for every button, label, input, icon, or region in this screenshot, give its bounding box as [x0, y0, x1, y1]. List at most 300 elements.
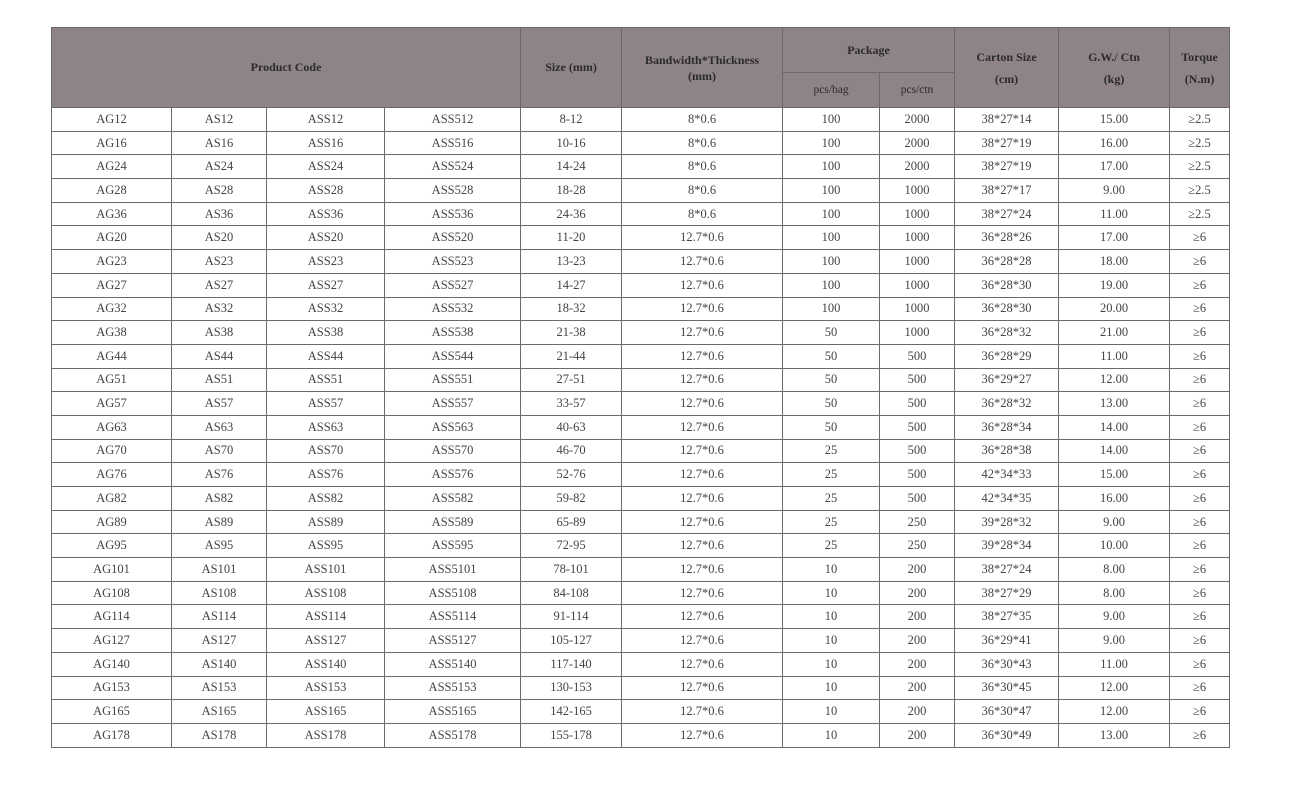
- cell-code-ass: ASS178: [267, 723, 385, 747]
- cell-code-ag: AG140: [52, 652, 172, 676]
- table-row: [52, 510, 1230, 534]
- cell-carton-size: 36*28*30: [955, 297, 1059, 321]
- cell-torque: ≥6: [1170, 510, 1230, 534]
- cell-pcs-bag: 50: [783, 344, 880, 368]
- cell-code-as: AS44: [172, 344, 267, 368]
- cell-gross-weight: 9.00: [1059, 629, 1170, 653]
- cell-carton-size: 36*28*29: [955, 344, 1059, 368]
- cell-carton-size: 38*27*24: [955, 202, 1059, 226]
- table-row: [52, 321, 1230, 345]
- cell-bandwidth: 12.7*0.6: [622, 226, 783, 250]
- cell-bandwidth: 12.7*0.6: [622, 487, 783, 511]
- cell-code-as: AS89: [172, 510, 267, 534]
- cell-carton-size: 36*29*41: [955, 629, 1059, 653]
- cell-code-ag: AG32: [52, 297, 172, 321]
- cell-size: 24-36: [521, 202, 622, 226]
- cell-code-ass: ASS76: [267, 463, 385, 487]
- cell-carton-size: 38*27*19: [955, 155, 1059, 179]
- cell-code-as: AS28: [172, 179, 267, 203]
- cell-pcs-bag: 25: [783, 534, 880, 558]
- cell-code-ag: AG27: [52, 273, 172, 297]
- cell-torque: ≥6: [1170, 226, 1230, 250]
- cell-carton-size: 36*28*32: [955, 321, 1059, 345]
- cell-pcs-ctn: 200: [880, 629, 955, 653]
- cell-code-ag: AG178: [52, 723, 172, 747]
- cell-torque: ≥6: [1170, 439, 1230, 463]
- cell-bandwidth: 12.7*0.6: [622, 250, 783, 274]
- cell-code-ass: ASS101: [267, 558, 385, 582]
- cell-code-ag: AG44: [52, 344, 172, 368]
- header-bandwidth-text: Bandwidth*Thickness (mm): [645, 52, 760, 83]
- cell-torque: ≥6: [1170, 605, 1230, 629]
- cell-code-as: AS76: [172, 463, 267, 487]
- cell-code-as: AS36: [172, 202, 267, 226]
- cell-torque: ≥6: [1170, 344, 1230, 368]
- header-gross-weight: [1059, 28, 1170, 108]
- header-torque-text: Torque (N.m): [1181, 49, 1218, 86]
- cell-torque: ≥2.5: [1170, 202, 1230, 226]
- cell-bandwidth: 12.7*0.6: [622, 605, 783, 629]
- cell-pcs-bag: 100: [783, 202, 880, 226]
- cell-code-ass: ASS36: [267, 202, 385, 226]
- cell-pcs-ctn: 500: [880, 439, 955, 463]
- cell-code-ass: ASS38: [267, 321, 385, 345]
- cell-size: 78-101: [521, 558, 622, 582]
- cell-code-as: AS82: [172, 487, 267, 511]
- cell-code-as: AS140: [172, 652, 267, 676]
- cell-pcs-ctn: 200: [880, 700, 955, 724]
- cell-pcs-bag: 10: [783, 700, 880, 724]
- cell-code-ass: ASS27: [267, 273, 385, 297]
- table-row: [52, 439, 1230, 463]
- cell-torque: ≥6: [1170, 392, 1230, 416]
- cell-code-ass: ASS127: [267, 629, 385, 653]
- cell-code-ass5: ASS516: [385, 131, 521, 155]
- cell-carton-size: 42*34*33: [955, 463, 1059, 487]
- cell-pcs-ctn: 1000: [880, 179, 955, 203]
- cell-code-ass5: ASS512: [385, 108, 521, 132]
- cell-carton-size: 36*28*26: [955, 226, 1059, 250]
- cell-pcs-ctn: 1000: [880, 226, 955, 250]
- cell-pcs-bag: 10: [783, 581, 880, 605]
- cell-size: 46-70: [521, 439, 622, 463]
- cell-gross-weight: 11.00: [1059, 344, 1170, 368]
- cell-code-as: AS114: [172, 605, 267, 629]
- cell-code-ass5: ASS523: [385, 250, 521, 274]
- cell-code-ass5: ASS557: [385, 392, 521, 416]
- cell-code-as: AS32: [172, 297, 267, 321]
- cell-bandwidth: 8*0.6: [622, 202, 783, 226]
- cell-torque: ≥6: [1170, 273, 1230, 297]
- cell-code-ag: AG114: [52, 605, 172, 629]
- cell-code-ag: AG101: [52, 558, 172, 582]
- header-gross-weight-text: G.W./ Ctn (kg): [1088, 49, 1140, 86]
- cell-pcs-bag: 10: [783, 676, 880, 700]
- cell-pcs-ctn: 500: [880, 415, 955, 439]
- header-pcs-bag: pcs/bag: [783, 73, 880, 108]
- cell-code-ass5: ASS524: [385, 155, 521, 179]
- cell-pcs-bag: 50: [783, 415, 880, 439]
- cell-carton-size: 38*27*29: [955, 581, 1059, 605]
- header-carton-size-text: Carton Size (cm): [976, 49, 1037, 86]
- cell-bandwidth: 12.7*0.6: [622, 652, 783, 676]
- cell-pcs-bag: 100: [783, 226, 880, 250]
- cell-bandwidth: 8*0.6: [622, 155, 783, 179]
- table-row: [52, 392, 1230, 416]
- cell-code-as: AS38: [172, 321, 267, 345]
- cell-code-ass5: ASS527: [385, 273, 521, 297]
- table-row: [52, 202, 1230, 226]
- cell-torque: ≥6: [1170, 487, 1230, 511]
- cell-gross-weight: 11.00: [1059, 652, 1170, 676]
- cell-carton-size: 39*28*34: [955, 534, 1059, 558]
- cell-carton-size: 38*27*17: [955, 179, 1059, 203]
- cell-gross-weight: 17.00: [1059, 226, 1170, 250]
- cell-torque: ≥6: [1170, 415, 1230, 439]
- cell-size: 10-16: [521, 131, 622, 155]
- cell-gross-weight: 13.00: [1059, 392, 1170, 416]
- cell-torque: ≥6: [1170, 534, 1230, 558]
- cell-code-ass5: ASS551: [385, 368, 521, 392]
- cell-code-ass: ASS70: [267, 439, 385, 463]
- cell-pcs-ctn: 500: [880, 392, 955, 416]
- cell-pcs-ctn: 500: [880, 368, 955, 392]
- cell-gross-weight: 9.00: [1059, 605, 1170, 629]
- cell-code-ag: AG12: [52, 108, 172, 132]
- cell-carton-size: 36*28*30: [955, 273, 1059, 297]
- cell-code-ass5: ASS589: [385, 510, 521, 534]
- table-row: [52, 344, 1230, 368]
- cell-code-as: AS95: [172, 534, 267, 558]
- cell-pcs-ctn: 200: [880, 605, 955, 629]
- cell-gross-weight: 17.00: [1059, 155, 1170, 179]
- table-row: [52, 558, 1230, 582]
- cell-gross-weight: 19.00: [1059, 273, 1170, 297]
- cell-carton-size: 38*27*14: [955, 108, 1059, 132]
- cell-code-ass: ASS23: [267, 250, 385, 274]
- cell-code-ass5: ASS5108: [385, 581, 521, 605]
- cell-pcs-bag: 50: [783, 368, 880, 392]
- cell-code-ass: ASS28: [267, 179, 385, 203]
- cell-bandwidth: 12.7*0.6: [622, 629, 783, 653]
- cell-gross-weight: 15.00: [1059, 463, 1170, 487]
- cell-code-ag: AG153: [52, 676, 172, 700]
- cell-pcs-bag: 25: [783, 510, 880, 534]
- cell-pcs-ctn: 1000: [880, 273, 955, 297]
- cell-pcs-bag: 25: [783, 439, 880, 463]
- cell-code-ass5: ASS532: [385, 297, 521, 321]
- cell-code-ass: ASS82: [267, 487, 385, 511]
- cell-torque: ≥6: [1170, 629, 1230, 653]
- cell-code-ass: ASS44: [267, 344, 385, 368]
- cell-bandwidth: 8*0.6: [622, 179, 783, 203]
- cell-code-as: AS51: [172, 368, 267, 392]
- cell-code-ag: AG23: [52, 250, 172, 274]
- cell-size: 40-63: [521, 415, 622, 439]
- cell-pcs-ctn: 2000: [880, 131, 955, 155]
- cell-code-as: AS23: [172, 250, 267, 274]
- cell-bandwidth: 12.7*0.6: [622, 392, 783, 416]
- spec-table: [51, 27, 1230, 748]
- cell-gross-weight: 8.00: [1059, 581, 1170, 605]
- cell-code-ag: AG24: [52, 155, 172, 179]
- cell-pcs-bag: 25: [783, 463, 880, 487]
- cell-code-ag: AG70: [52, 439, 172, 463]
- cell-bandwidth: 12.7*0.6: [622, 439, 783, 463]
- cell-bandwidth: 12.7*0.6: [622, 297, 783, 321]
- cell-gross-weight: 14.00: [1059, 439, 1170, 463]
- cell-size: 11-20: [521, 226, 622, 250]
- cell-code-ag: AG51: [52, 368, 172, 392]
- cell-carton-size: 36*30*43: [955, 652, 1059, 676]
- cell-pcs-ctn: 1000: [880, 202, 955, 226]
- cell-code-ass5: ASS5178: [385, 723, 521, 747]
- cell-pcs-ctn: 200: [880, 558, 955, 582]
- cell-carton-size: 38*27*19: [955, 131, 1059, 155]
- cell-torque: ≥6: [1170, 463, 1230, 487]
- cell-code-ass5: ASS536: [385, 202, 521, 226]
- cell-torque: ≥6: [1170, 321, 1230, 345]
- table-header: [52, 28, 1230, 108]
- cell-code-ass: ASS165: [267, 700, 385, 724]
- cell-size: 84-108: [521, 581, 622, 605]
- cell-size: 91-114: [521, 605, 622, 629]
- table-row: [52, 487, 1230, 511]
- cell-carton-size: 36*30*45: [955, 676, 1059, 700]
- cell-torque: ≥2.5: [1170, 179, 1230, 203]
- table-row: [52, 273, 1230, 297]
- cell-code-ass5: ASS5165: [385, 700, 521, 724]
- cell-code-ass: ASS95: [267, 534, 385, 558]
- table-row: [52, 226, 1230, 250]
- cell-gross-weight: 9.00: [1059, 179, 1170, 203]
- table-body: [52, 108, 1230, 748]
- cell-code-ass5: ASS563: [385, 415, 521, 439]
- cell-gross-weight: 13.00: [1059, 723, 1170, 747]
- cell-size: 117-140: [521, 652, 622, 676]
- cell-size: 18-32: [521, 297, 622, 321]
- cell-carton-size: 39*28*32: [955, 510, 1059, 534]
- cell-pcs-bag: 100: [783, 273, 880, 297]
- table-row: [52, 652, 1230, 676]
- cell-size: 18-28: [521, 179, 622, 203]
- cell-code-ass: ASS89: [267, 510, 385, 534]
- cell-pcs-bag: 50: [783, 392, 880, 416]
- cell-carton-size: 36*28*28: [955, 250, 1059, 274]
- cell-code-as: AS24: [172, 155, 267, 179]
- cell-code-ass: ASS51: [267, 368, 385, 392]
- cell-pcs-ctn: 2000: [880, 155, 955, 179]
- cell-gross-weight: 20.00: [1059, 297, 1170, 321]
- cell-code-ag: AG57: [52, 392, 172, 416]
- cell-bandwidth: 12.7*0.6: [622, 321, 783, 345]
- cell-code-as: AS70: [172, 439, 267, 463]
- header-product-code: Product Code: [52, 28, 521, 108]
- cell-bandwidth: 8*0.6: [622, 108, 783, 132]
- cell-code-ass5: ASS570: [385, 439, 521, 463]
- cell-code-ass5: ASS5127: [385, 629, 521, 653]
- table-row: [52, 415, 1230, 439]
- cell-code-ass: ASS114: [267, 605, 385, 629]
- cell-code-ass5: ASS520: [385, 226, 521, 250]
- cell-code-ass5: ASS5101: [385, 558, 521, 582]
- cell-pcs-ctn: 1000: [880, 321, 955, 345]
- cell-pcs-ctn: 200: [880, 652, 955, 676]
- cell-pcs-ctn: 200: [880, 581, 955, 605]
- cell-pcs-bag: 25: [783, 487, 880, 511]
- cell-gross-weight: 18.00: [1059, 250, 1170, 274]
- cell-gross-weight: 12.00: [1059, 700, 1170, 724]
- cell-pcs-ctn: 500: [880, 487, 955, 511]
- table-row: [52, 605, 1230, 629]
- cell-code-ass: ASS16: [267, 131, 385, 155]
- cell-carton-size: 36*30*47: [955, 700, 1059, 724]
- cell-pcs-bag: 100: [783, 155, 880, 179]
- cell-code-as: AS16: [172, 131, 267, 155]
- cell-code-as: AS178: [172, 723, 267, 747]
- cell-gross-weight: 11.00: [1059, 202, 1170, 226]
- cell-pcs-bag: 100: [783, 131, 880, 155]
- table-row: [52, 155, 1230, 179]
- cell-carton-size: 36*28*34: [955, 415, 1059, 439]
- cell-torque: ≥6: [1170, 368, 1230, 392]
- header-bandwidth: [622, 28, 783, 108]
- cell-bandwidth: 12.7*0.6: [622, 534, 783, 558]
- cell-code-ass5: ASS5140: [385, 652, 521, 676]
- cell-code-as: AS153: [172, 676, 267, 700]
- cell-size: 72-95: [521, 534, 622, 558]
- cell-code-ass5: ASS582: [385, 487, 521, 511]
- cell-gross-weight: 12.00: [1059, 368, 1170, 392]
- table-row: [52, 723, 1230, 747]
- cell-code-ass: ASS12: [267, 108, 385, 132]
- cell-carton-size: 36*29*27: [955, 368, 1059, 392]
- cell-pcs-bag: 50: [783, 321, 880, 345]
- header-package: Package: [783, 28, 955, 73]
- cell-pcs-bag: 100: [783, 108, 880, 132]
- cell-code-ass5: ASS538: [385, 321, 521, 345]
- cell-torque: ≥6: [1170, 723, 1230, 747]
- table-row: [52, 700, 1230, 724]
- cell-size: 142-165: [521, 700, 622, 724]
- header-pcs-ctn: pcs/ctn: [880, 73, 955, 108]
- cell-pcs-ctn: 2000: [880, 108, 955, 132]
- table-row: [52, 629, 1230, 653]
- cell-code-ass5: ASS528: [385, 179, 521, 203]
- cell-pcs-bag: 10: [783, 629, 880, 653]
- cell-gross-weight: 10.00: [1059, 534, 1170, 558]
- cell-pcs-ctn: 250: [880, 534, 955, 558]
- cell-pcs-bag: 10: [783, 558, 880, 582]
- cell-size: 21-38: [521, 321, 622, 345]
- cell-size: 8-12: [521, 108, 622, 132]
- cell-code-ass: ASS63: [267, 415, 385, 439]
- cell-pcs-ctn: 200: [880, 723, 955, 747]
- cell-bandwidth: 12.7*0.6: [622, 463, 783, 487]
- cell-bandwidth: 12.7*0.6: [622, 510, 783, 534]
- cell-code-ass5: ASS576: [385, 463, 521, 487]
- cell-gross-weight: 9.00: [1059, 510, 1170, 534]
- cell-code-ass: ASS153: [267, 676, 385, 700]
- table-row: [52, 179, 1230, 203]
- cell-bandwidth: 12.7*0.6: [622, 415, 783, 439]
- cell-code-ag: AG63: [52, 415, 172, 439]
- cell-bandwidth: 12.7*0.6: [622, 581, 783, 605]
- cell-pcs-ctn: 200: [880, 676, 955, 700]
- cell-code-ag: AG38: [52, 321, 172, 345]
- table-row: [52, 581, 1230, 605]
- cell-code-ag: AG16: [52, 131, 172, 155]
- cell-torque: ≥6: [1170, 581, 1230, 605]
- cell-code-ag: AG76: [52, 463, 172, 487]
- cell-code-ag: AG127: [52, 629, 172, 653]
- cell-code-ass5: ASS5114: [385, 605, 521, 629]
- cell-size: 14-24: [521, 155, 622, 179]
- cell-size: 21-44: [521, 344, 622, 368]
- cell-code-ass: ASS20: [267, 226, 385, 250]
- cell-size: 52-76: [521, 463, 622, 487]
- cell-carton-size: 42*34*35: [955, 487, 1059, 511]
- cell-code-as: AS20: [172, 226, 267, 250]
- cell-code-as: AS101: [172, 558, 267, 582]
- cell-pcs-ctn: 1000: [880, 250, 955, 274]
- cell-carton-size: 38*27*35: [955, 605, 1059, 629]
- cell-code-as: AS165: [172, 700, 267, 724]
- cell-pcs-bag: 10: [783, 605, 880, 629]
- table-row: [52, 534, 1230, 558]
- cell-size: 33-57: [521, 392, 622, 416]
- cell-code-ag: AG82: [52, 487, 172, 511]
- cell-code-as: AS63: [172, 415, 267, 439]
- cell-bandwidth: 12.7*0.6: [622, 344, 783, 368]
- cell-pcs-bag: 100: [783, 179, 880, 203]
- cell-code-as: AS57: [172, 392, 267, 416]
- cell-code-ag: AG89: [52, 510, 172, 534]
- cell-code-ass: ASS24: [267, 155, 385, 179]
- cell-code-as: AS27: [172, 273, 267, 297]
- cell-torque: ≥6: [1170, 250, 1230, 274]
- table-row: [52, 297, 1230, 321]
- cell-torque: ≥6: [1170, 558, 1230, 582]
- cell-pcs-bag: 100: [783, 297, 880, 321]
- cell-pcs-bag: 100: [783, 250, 880, 274]
- table-row: [52, 250, 1230, 274]
- header-size: Size (mm): [521, 28, 622, 108]
- cell-gross-weight: 16.00: [1059, 487, 1170, 511]
- table-row: [52, 676, 1230, 700]
- cell-torque: ≥6: [1170, 676, 1230, 700]
- cell-code-ass5: ASS544: [385, 344, 521, 368]
- cell-pcs-ctn: 1000: [880, 297, 955, 321]
- header-carton-size: [955, 28, 1059, 108]
- table-row: [52, 368, 1230, 392]
- cell-torque: ≥6: [1170, 700, 1230, 724]
- cell-gross-weight: 16.00: [1059, 131, 1170, 155]
- cell-pcs-bag: 10: [783, 652, 880, 676]
- cell-bandwidth: 12.7*0.6: [622, 273, 783, 297]
- table-row: [52, 131, 1230, 155]
- cell-bandwidth: 12.7*0.6: [622, 700, 783, 724]
- cell-code-ag: AG108: [52, 581, 172, 605]
- cell-torque: ≥6: [1170, 297, 1230, 321]
- cell-gross-weight: 15.00: [1059, 108, 1170, 132]
- cell-carton-size: 36*28*32: [955, 392, 1059, 416]
- cell-size: 13-23: [521, 250, 622, 274]
- cell-torque: ≥2.5: [1170, 131, 1230, 155]
- cell-size: 27-51: [521, 368, 622, 392]
- cell-code-ass: ASS32: [267, 297, 385, 321]
- cell-code-ag: AG95: [52, 534, 172, 558]
